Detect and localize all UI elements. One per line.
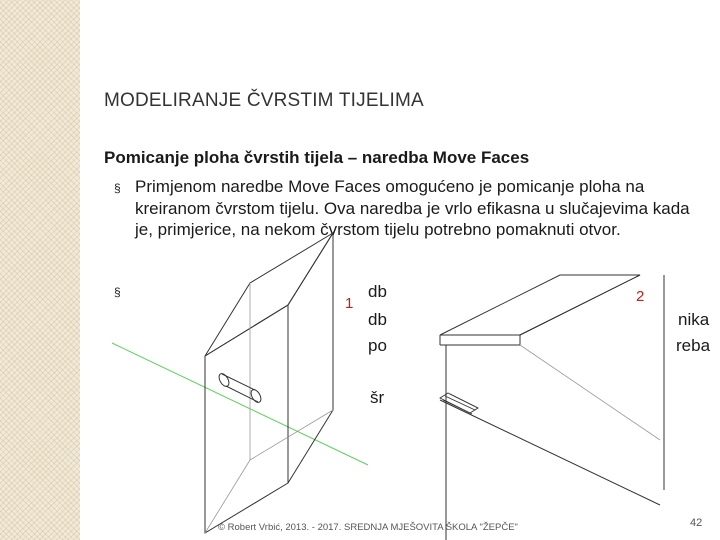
figure-label-1: 1: [345, 295, 354, 312]
block-outline-2: [440, 275, 664, 540]
bullet-marker: §: [114, 285, 121, 299]
partial-text-fragment: šr: [370, 388, 385, 407]
partial-text-fragment: reba: [676, 336, 711, 355]
partial-text-fragment: nika: [678, 310, 710, 329]
slide-title: MODELIRANJE ČVRSTIM TIJELIMA: [104, 90, 424, 111]
page-number: 42: [690, 517, 703, 529]
bullet-marker: §: [114, 181, 121, 195]
partial-text-fragment: db: [368, 282, 387, 301]
partial-text-fragment: po: [368, 336, 387, 355]
partial-text-fragment: db: [368, 310, 387, 329]
footer-copyright: © Robert Vrbić, 2013. - 2017. SREDNJA MJEŠOVITA ŠKOLA "ŽEPČE": [218, 522, 518, 533]
figure-label-2: 2: [636, 288, 645, 305]
bullet-text-1: Primjenom naredbe Move Faces omogućeno je pomicanje ploha na kreiranom čvrstom tijelu. Ova naredba je vrlo efikasna u slučajevima kada je, primjerice, na nekom čvrstom tijelu potrebno pomaknuti otvor.: [135, 177, 690, 239]
slide-subtitle: Pomicanje ploha čvrstih tijela – naredba Move Faces: [104, 148, 530, 167]
